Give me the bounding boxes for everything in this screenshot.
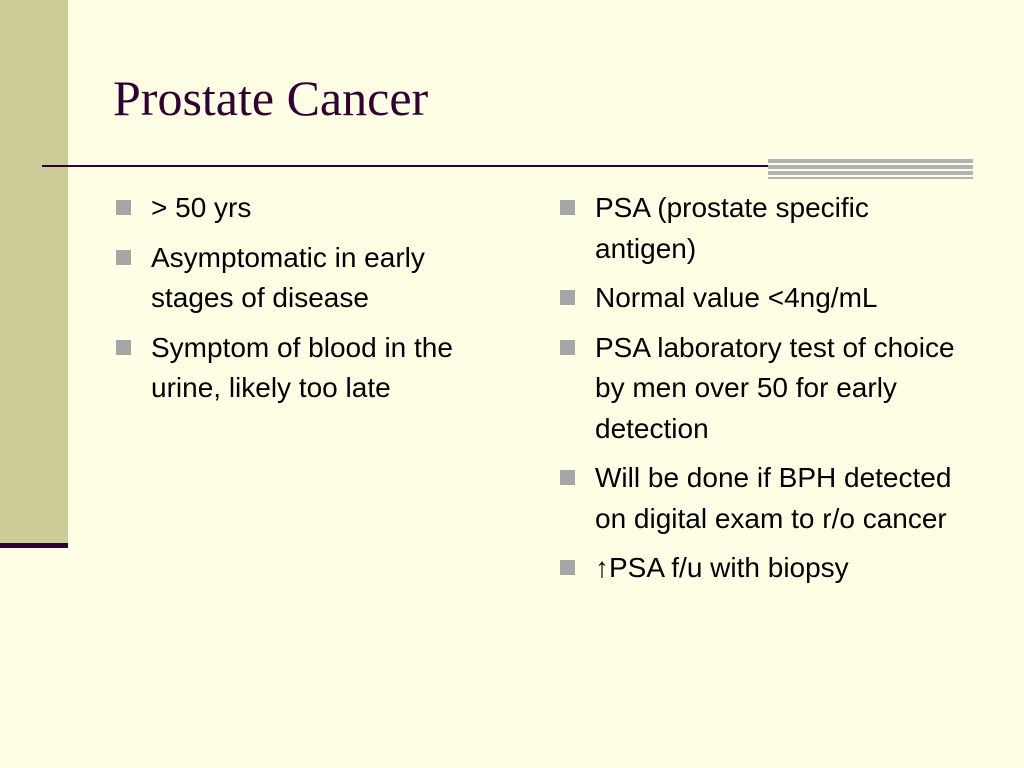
bullet-text: ↑PSA f/u with biopsy <box>595 552 849 583</box>
square-bullet-icon <box>116 340 131 355</box>
bullet-text: Will be done if BPH detected on digital exam to r/o cancer <box>595 462 952 534</box>
square-bullet-icon <box>560 340 575 355</box>
bullet-item <box>559 278 959 319</box>
square-bullet-icon <box>560 290 575 305</box>
bullet-item <box>115 238 515 319</box>
bullet-item <box>559 458 959 539</box>
bullet-item <box>559 548 959 589</box>
bullet-text: PSA (prostate specific antigen) <box>595 192 869 264</box>
bullet-item <box>115 188 515 229</box>
square-bullet-icon <box>560 200 575 215</box>
bullet-item <box>115 328 515 409</box>
square-bullet-icon <box>560 470 575 485</box>
bullet-text: Asymptomatic in early stages of disease <box>151 241 425 313</box>
right-bullet-list <box>559 188 959 598</box>
bullet-text: Symptom of blood in the urine, likely too late <box>151 331 453 403</box>
square-bullet-icon <box>116 200 131 215</box>
square-bullet-icon <box>560 560 575 575</box>
left-bullet-list <box>115 188 515 418</box>
bullet-text: > 50 yrs <box>151 192 252 223</box>
side-band-rule <box>0 543 68 548</box>
slide-title: Prostate Cancer <box>113 70 429 126</box>
bullet-item <box>559 328 959 450</box>
bullet-text: Normal value <4ng/mL <box>595 282 878 313</box>
title-divider-accent <box>768 159 973 179</box>
bullet-text: PSA laboratory test of choice by men over 50 for early detection <box>595 331 955 444</box>
side-band-decoration <box>0 0 68 546</box>
bullet-item <box>559 188 959 269</box>
square-bullet-icon <box>116 250 131 265</box>
